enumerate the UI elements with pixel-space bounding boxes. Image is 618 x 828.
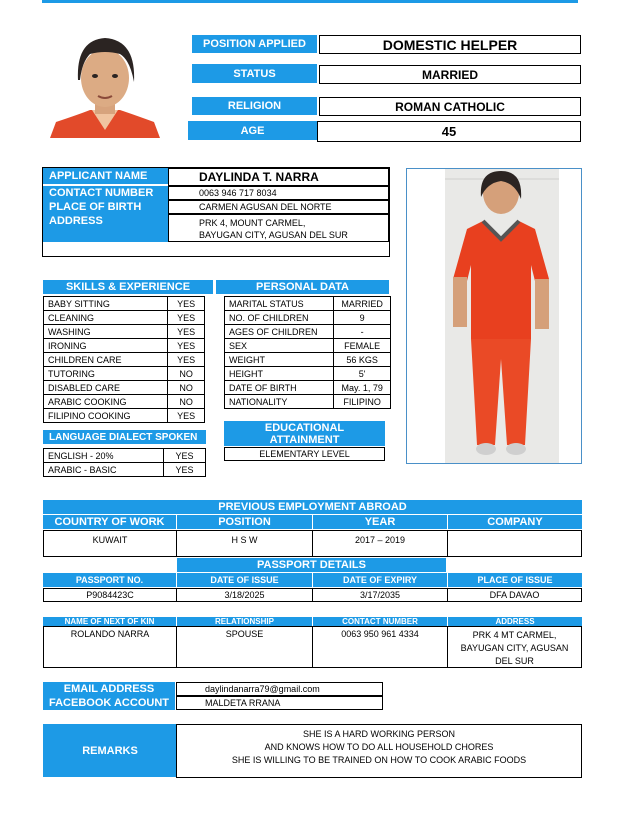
skill-row-value: NO — [168, 367, 205, 381]
education-value: ELEMENTARY LEVEL — [224, 447, 385, 461]
skill-row-label: FILIPINO COOKING — [44, 409, 168, 423]
employment-col-company: COMPANY — [448, 515, 582, 529]
personal-row-label: HEIGHT — [225, 367, 334, 381]
skills-header: SKILLS & EXPERIENCE — [43, 280, 213, 294]
skill-row — [44, 325, 205, 339]
kin-name: ROLANDO NARRA — [43, 626, 177, 668]
email-value: daylindanarra79@gmail.com — [176, 682, 383, 696]
passport-issue-date: 3/18/2025 — [176, 588, 313, 602]
facebook-value: MALDETA RRANA — [176, 696, 383, 710]
skill-row-label: ARABIC COOKING — [44, 395, 168, 409]
language-row — [44, 463, 206, 477]
position-label: POSITION APPLIED — [192, 35, 317, 53]
kin-col-contact: CONTACT NUMBER — [313, 617, 447, 626]
personal-table — [224, 296, 391, 409]
email-label: EMAIL ADDRESS — [43, 682, 175, 696]
personal-row-label: NO. OF CHILDREN — [225, 311, 334, 325]
personal-header: PERSONAL DATA — [216, 280, 389, 294]
education-header — [224, 421, 385, 446]
kin-relationship: SPOUSE — [176, 626, 313, 668]
personal-row — [225, 395, 391, 409]
personal-row-label: NATIONALITY — [225, 395, 334, 409]
skill-row-value: YES — [168, 409, 205, 423]
personal-row — [225, 353, 391, 367]
skill-row-label: CLEANING — [44, 311, 168, 325]
age-label: AGE — [188, 121, 317, 140]
place-of-birth-label: PLACE OF BIRTH — [43, 200, 168, 214]
remarks-line-1: SHE IS A HARD WORKING PERSON — [302, 729, 456, 739]
skill-row-value: YES — [168, 325, 205, 339]
language-table — [43, 448, 206, 477]
personal-row — [225, 381, 391, 395]
skill-row-label: IRONING — [44, 339, 168, 353]
language-header: LANGUAGE DIALECT SPOKEN — [43, 430, 206, 444]
religion-label: RELIGION — [192, 97, 317, 115]
passport-col-number: PASSPORT NO. — [43, 573, 176, 587]
personal-row-label: MARITAL STATUS — [225, 297, 334, 311]
personal-row — [225, 367, 391, 381]
passport-expiry-date: 3/17/2035 — [312, 588, 448, 602]
personal-row-label: WEIGHT — [225, 353, 334, 367]
skill-row-label: BABY SITTING — [44, 297, 168, 311]
personal-row-label: DATE OF BIRTH — [225, 381, 334, 395]
personal-row-value: MARRIED — [334, 297, 391, 311]
skill-row — [44, 353, 205, 367]
full-body-photo — [406, 168, 582, 464]
skill-row-value: YES — [168, 339, 205, 353]
skill-row-value: NO — [168, 395, 205, 409]
applicant-name-label: APPLICANT NAME — [43, 168, 168, 184]
employment-company — [447, 530, 582, 557]
employment-year: 2017 – 2019 — [312, 530, 448, 557]
personal-row — [225, 339, 391, 353]
personal-row-value: - — [334, 325, 391, 339]
skill-row-label: WASHING — [44, 325, 168, 339]
skill-row — [44, 297, 205, 311]
skill-row — [44, 311, 205, 325]
employment-country: KUWAIT — [43, 530, 177, 557]
skill-row — [44, 409, 205, 423]
kin-address — [447, 626, 582, 668]
skill-row — [44, 339, 205, 353]
remarks-line-2: AND KNOWS HOW TO DO ALL HOUSEHOLD CHORES — [264, 742, 494, 752]
skill-row — [44, 395, 205, 409]
skill-row-value: YES — [168, 297, 205, 311]
skill-row — [44, 381, 205, 395]
skill-row-value: NO — [168, 381, 205, 395]
passport-col-place: PLACE OF ISSUE — [448, 573, 582, 587]
remarks-text — [176, 724, 582, 778]
personal-row — [225, 325, 391, 339]
language-row-label: ENGLISH - 20% — [44, 449, 164, 463]
skill-row-value: YES — [168, 353, 205, 367]
applicant-block-border — [42, 167, 390, 257]
passport-place: DFA DAVAO — [447, 588, 582, 602]
personal-row — [225, 311, 391, 325]
employment-col-position: POSITION — [177, 515, 312, 529]
personal-row-label: AGES OF CHILDREN — [225, 325, 334, 339]
personal-row-value: 5' — [334, 367, 391, 381]
personal-row — [225, 297, 391, 311]
address-line-2: BAYUGAN CITY, AGUSAN DEL SUR — [199, 230, 348, 240]
language-row-label: ARABIC - BASIC — [44, 463, 164, 477]
facebook-label: FACEBOOK ACCOUNT — [43, 696, 175, 710]
language-row-value: YES — [164, 463, 206, 477]
contact-number-value: 0063 946 717 8034 — [168, 186, 389, 200]
personal-row-value: FEMALE — [334, 339, 391, 353]
skill-row-label: TUTORING — [44, 367, 168, 381]
top-divider — [42, 0, 578, 3]
employment-header: PREVIOUS EMPLOYMENT ABROAD — [43, 500, 582, 514]
kin-address-line-2: BAYUGAN CITY, AGUSAN — [460, 643, 569, 653]
position-value: DOMESTIC HELPER — [319, 35, 581, 54]
employment-col-country: COUNTRY OF WORK — [43, 515, 176, 529]
education-header-line-1: EDUCATIONAL — [264, 422, 345, 434]
kin-contact: 0063 950 961 4334 — [312, 626, 448, 668]
kin-address-line-1: PRK 4 MT CARMEL, — [472, 630, 557, 640]
headshot-photo — [50, 30, 160, 138]
language-row-value: YES — [164, 449, 206, 463]
employment-position: H S W — [176, 530, 313, 557]
personal-row-label: SEX — [225, 339, 334, 353]
personal-row-value: FILIPINO — [334, 395, 391, 409]
place-of-birth-value: CARMEN AGUSAN DEL NORTE — [168, 200, 389, 214]
employment-col-year: YEAR — [313, 515, 447, 529]
skill-row-label: CHILDREN CARE — [44, 353, 168, 367]
status-label: STATUS — [192, 64, 317, 83]
personal-row-value: 9 — [334, 311, 391, 325]
skill-row — [44, 367, 205, 381]
religion-value: ROMAN CATHOLIC — [319, 97, 581, 116]
passport-header: PASSPORT DETAILS — [177, 558, 446, 572]
address-label-text: ADDRESS — [49, 215, 103, 227]
contact-number-label: CONTACT NUMBER — [43, 186, 168, 200]
skill-row-label: DISABLED CARE — [44, 381, 168, 395]
address-line-1: PRK 4, MOUNT CARMEL, — [199, 218, 306, 228]
status-value: MARRIED — [319, 65, 581, 84]
applicant-name-value: DAYLINDA T. NARRA — [168, 168, 389, 186]
kin-address-line-3: DEL SUR — [495, 656, 534, 666]
remarks-line-3: SHE IS WILLING TO BE TRAINED ON HOW TO COOK ARABIC FOODS — [231, 755, 527, 765]
kin-col-address: ADDRESS — [448, 617, 582, 626]
skill-row-value: YES — [168, 311, 205, 325]
age-value: 45 — [317, 121, 581, 142]
passport-col-expiry: DATE OF EXPIRY — [313, 573, 447, 587]
skills-table — [43, 296, 205, 423]
kin-col-relationship: RELATIONSHIP — [177, 617, 312, 626]
personal-row-value: May. 1, 79 — [334, 381, 391, 395]
passport-col-issue: DATE OF ISSUE — [177, 573, 312, 587]
language-row — [44, 449, 206, 463]
remarks-label: REMARKS — [43, 724, 177, 777]
kin-col-name: NAME OF NEXT OF KIN — [43, 617, 176, 626]
education-header-line-2: ATTAINMENT — [269, 434, 340, 446]
passport-number: P9084423C — [43, 588, 177, 602]
personal-row-value: 56 KGS — [334, 353, 391, 367]
